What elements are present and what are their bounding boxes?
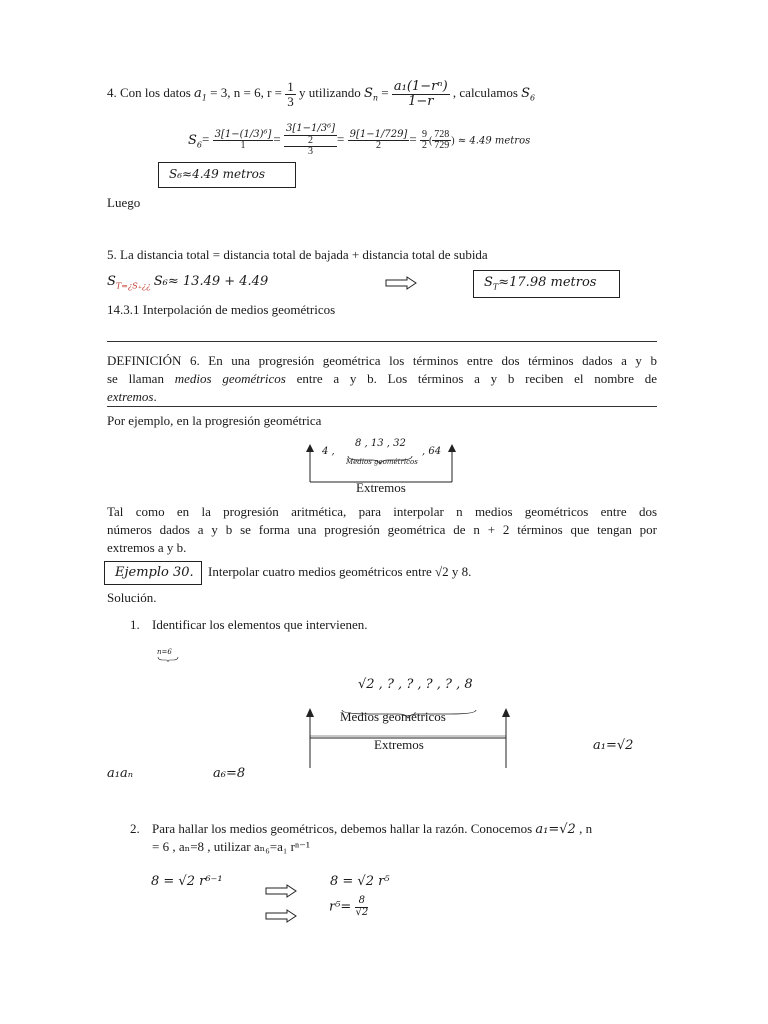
step1-medios: Medios geométricos (340, 709, 446, 724)
step2-line1: Para hallar los medios geométricos, debemos hallar la razón. Conocemos a₁=√2 , n (152, 821, 593, 837)
step2-eq-right: 8 = √2 r⁵ (330, 874, 390, 889)
seq1-last: , 64 (422, 446, 442, 457)
seq1-middle-label: Medios geométricos (346, 458, 418, 466)
example-intro: Por ejemplo, en la progresión geométrica (107, 413, 322, 428)
ejemplo-box (104, 561, 202, 585)
para-tal-line3: extremos a y b. (107, 540, 187, 555)
step2-num: 2. (130, 821, 140, 836)
item5-st-line: $S_{T=¿S_+¿¿}$ S₆≈ 13.49 + 4.49 (107, 274, 269, 291)
item4-using: y utilizando (298, 85, 361, 101)
section-title: 14.3.1 Interpolación de medios geométricos (107, 302, 336, 317)
step1-a6: a₆=8 (213, 766, 246, 781)
sequence1-diagram (300, 436, 460, 496)
s6-frac3: $\frac{9[1-1/729]}{2}$ (349, 128, 408, 152)
step2-eq3: r⁵= $\frac{8}{√2}$ (329, 895, 369, 918)
r-fraction: $\frac{1}{3}$ (287, 79, 294, 109)
item5-result-box: $S_T\approx 17.98$ metros (473, 270, 620, 298)
step1-n-label: n=6 (157, 648, 179, 662)
s6-frac4a: $\frac{9}{2}$ (421, 128, 427, 152)
step1-num: 1. (130, 617, 140, 632)
para-tal-line2: números dados a y b se forma una progresión geométrica de n + 2 términos que tengan por (107, 522, 657, 537)
definition-top-rule (107, 341, 657, 342)
para-tal-line1: Tal como en la progresión aritmética, para interpolar n medios geométricos entre dos (107, 504, 657, 519)
item4-calc: , calculamos (452, 85, 518, 101)
s6-calculation: $S_6=$ $\frac{\text{3[1−(1/3)⁶]}}{1}$ = 3[1−1/3⁶] 2 3 = $\frac{9[1-1/729]}{2}$ = $\frac{9}{2}$ ( $\frac{728}{729}$ ) ≈ 4.49 metros (188, 123, 531, 157)
definition-bottom-rule (107, 406, 657, 407)
item4-lead: 4. Con los datos (107, 85, 191, 101)
s6-box-text: S₆≈4.49 metros (169, 167, 266, 181)
luego-text: Luego (107, 195, 141, 210)
step1-sequence: √2 , ? , ? , ? , ? , 8 (358, 677, 473, 692)
ejemplo-label: Ejemplo 30. (115, 565, 194, 580)
definition-line1: DEFINICIÓN 6. En una progresión geométrica los términos entre dos términos dados a y b (107, 353, 657, 368)
item5-arrow-icon (385, 276, 417, 294)
s6-result: ≈ 4.49 metros (457, 135, 531, 147)
n-underbrace-icon (157, 656, 179, 662)
definition-line2: se llaman medios geométricos entre a y b. Los términos a y b reciben el nombre de (107, 371, 658, 386)
step1-diagram (300, 700, 520, 770)
s6-frac2: 3[1−1/3⁶] 2 3 (286, 123, 336, 157)
seq1-middle: 8 , 13 , 32 (355, 438, 406, 449)
s6-frac1: $\frac{\text{3[1−(1/3)⁶]}}{1}$ (214, 128, 272, 152)
ejemplo-text: Interpolar cuatro medios geométricos entre √2 y 8. (208, 564, 472, 579)
seq1-extremos: Extremos (356, 480, 406, 495)
seq1-first: 4 , (322, 446, 335, 457)
step2-arrow2-icon (265, 909, 297, 927)
step2-arrow1-icon (265, 884, 297, 902)
step2-eq-left: 8 = √2 r⁶⁻¹ (151, 874, 223, 889)
definition-line3: extremos. (107, 389, 157, 404)
item4-a1-eq: = 3, n = 6, r = (210, 85, 282, 101)
step2-line2: = 6 , aₙ=8 , utilizar aₙ₆=a₁ rⁿ⁻¹ (152, 839, 310, 854)
item4-line: 4. Con los datos $a_1 = 3$, n = 6, r = $\frac{1}{3}$ y utilizando $S_n$ = $\frac{\text{a₁(1−rⁿ)}}{1-r}$ , calculamos $S_6$ (107, 79, 536, 109)
step1-extremos: Extremos (374, 737, 424, 752)
para-tal (107, 503, 657, 557)
step1-text: Identificar los elementos que intervienen. (152, 617, 368, 632)
s6-frac4b: $\frac{728}{729}$ (434, 128, 450, 152)
sn-formula: $\frac{\text{a₁(1−rⁿ)}}{1-r}$ (393, 79, 448, 109)
item5-text: 5. La distancia total = distancia total de bajada + distancia total de subida (107, 247, 488, 262)
definition-block (107, 352, 657, 406)
step1-a1: a₁=√2 (593, 738, 634, 753)
s6-result-box (158, 162, 296, 188)
step1-a1an: a₁aₙ (107, 766, 133, 781)
solucion-text: Solución. (107, 590, 157, 605)
